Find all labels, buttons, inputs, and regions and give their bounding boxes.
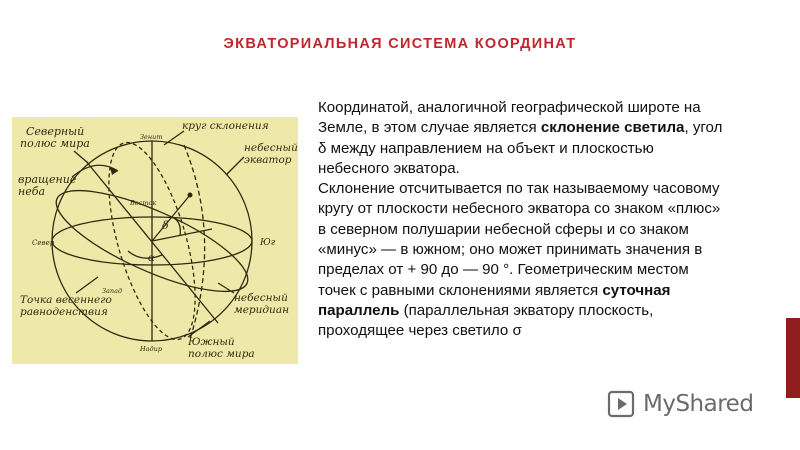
label-rotation-1: вращение	[18, 173, 77, 186]
label-north-pole-2: полюс мира	[20, 137, 90, 150]
body-text	[318, 98, 728, 342]
label-alpha: α	[148, 253, 155, 264]
leader-south	[188, 321, 210, 337]
label-south-point: Юг	[260, 238, 276, 248]
accent-bar	[786, 318, 800, 398]
myshared-watermark	[607, 388, 753, 420]
label-north-pole-1: Северный	[26, 125, 85, 138]
p1-text-a: Координатой, аналогичной географической широте на Земле, в этом случае является	[318, 99, 701, 137]
label-equator-1: небесный	[244, 142, 298, 154]
label-east-point: Восток	[130, 199, 157, 207]
slide-title: ЭКВАТОРИАЛЬНАЯ СИСТЕМА КООРДИНАТ	[223, 36, 577, 52]
label-delta: δ	[162, 219, 169, 232]
paragraph-counting	[318, 179, 728, 341]
label-south-pole-2: полюс мира	[188, 348, 255, 360]
delta-arc	[172, 217, 180, 236]
label-south-pole-1: Южный	[188, 336, 235, 348]
celestial-sphere-diagram	[12, 117, 298, 364]
label-meridian-1: небесный	[234, 292, 288, 304]
play-icon	[607, 390, 637, 418]
label-decl-circle: круг склонения	[182, 120, 269, 132]
term-declination: склонение светила	[540, 119, 685, 137]
watermark-brand: MyShared	[643, 391, 754, 417]
leader-north	[74, 151, 88, 163]
label-vernal-2: равноденствия	[20, 306, 108, 318]
alpha-arc	[128, 251, 162, 258]
label-zenith: Зенит	[140, 133, 163, 141]
p1-text-c: , угол δ между направлением на объект и плоскостью небесного экватора.	[318, 119, 723, 177]
term-daily-parallel: суточная параллель	[318, 281, 671, 319]
label-nadir: Надир	[140, 345, 163, 353]
label-equator-2: экватор	[244, 154, 292, 166]
label-rotation-2: неба	[18, 185, 46, 198]
leader-vernal	[76, 277, 98, 293]
star-point	[188, 193, 193, 198]
label-meridian-2: меридиан	[234, 304, 289, 316]
label-north-point: Север	[32, 239, 55, 247]
diagram-svg	[12, 117, 298, 364]
leader-equator	[226, 157, 244, 175]
p2-text-a: Склонение отсчитывается по так называемому часовому кругу от плоскости небесного экватора со знаком «плюс» в северном полушарии небесной сферы и со знаком «минус» — в южном; оно может принимать значения в пределах от + 90 до — 90 °. Геометрическим местом точек с равными склонениями является	[318, 180, 721, 299]
label-west-point: Запад	[102, 287, 123, 295]
p2-text-c: (параллельная экватору плоскость, проходящее через светило σ	[318, 301, 654, 340]
label-vernal-1: Точка весеннего	[20, 294, 112, 306]
paragraph-declination	[318, 98, 728, 179]
